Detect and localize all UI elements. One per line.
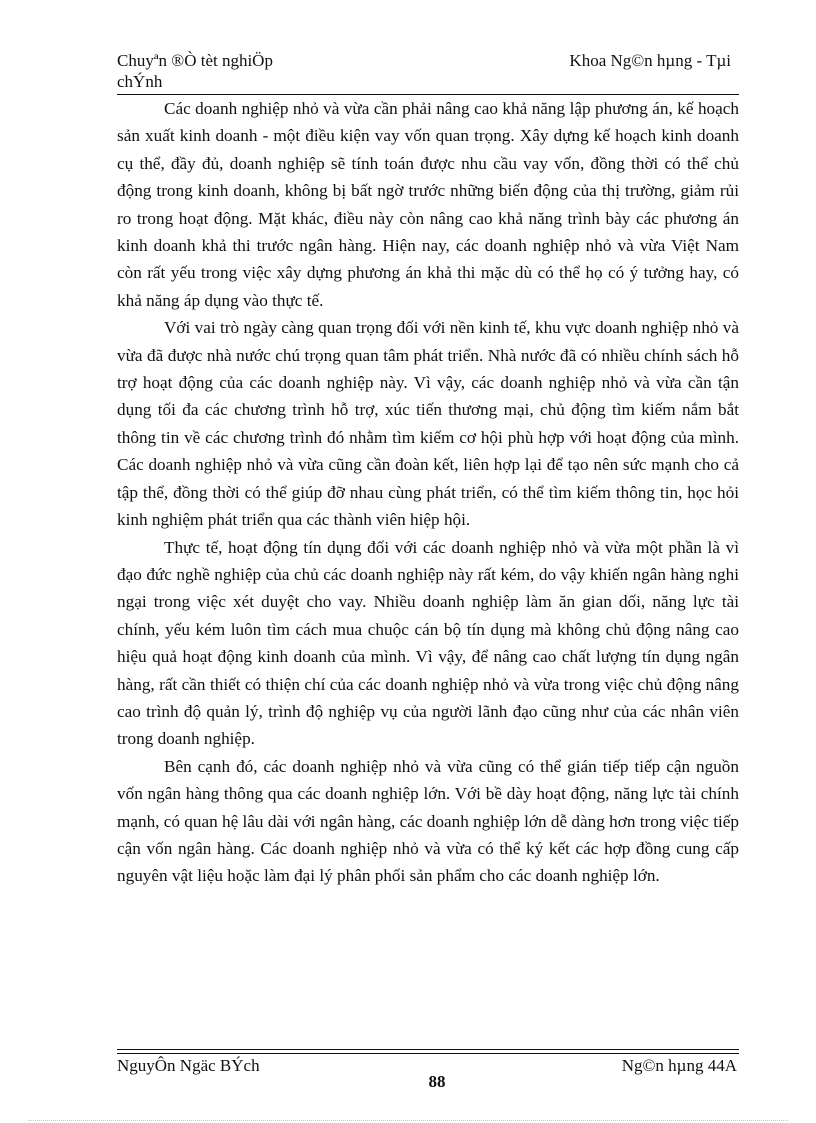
footer-divider-bottom — [117, 1053, 739, 1054]
paragraph-1: Các doanh nghiệp nhỏ và vừa cần phải nâng cao khả năng lập phương án, kế hoạch sản xuất kinh doanh - một điều kiện vay vốn quan trọng. Xây dựng kế hoạch kinh doanh cụ thể, đầy đủ, doanh nghiệp sẽ tính toán được nhu cầu vay vốn, đồng thời có thể chủ động trong kinh doanh, không bị bất ngờ trước những biến động của thị trường, giảm rủi ro trong hoạt động. Mặt khác, điều này còn nâng cao khả năng trình bày các phương án kinh doanh khả thi trước ngân hàng. Hiện nay, các doanh nghiệp nhỏ và vừa Việt Nam còn rất yếu trong việc xây dựng phương án khả thi mặc dù có thể họ có ý tưởng hay, có khả năng áp dụng vào thực tế. — [117, 99, 739, 310]
footer-class: Ng©n hµng 44A — [621, 1056, 737, 1075]
document-body — [117, 95, 739, 890]
paragraph-2: Với vai trò ngày càng quan trọng đối với nền kinh tế, khu vực doanh nghiệp nhỏ và vừa đã được nhà nước chú trọng quan tâm phát triển. Nhà nước đã có nhiều chính sách hỗ trợ hoạt động của các doanh nghiệp này. Vì vậy, các doanh nghiệp nhỏ và vừa cần tận dụng tối đa các chương trình hỗ trợ, xúc tiến thương mại, chủ động tìm kiếm nắm bắt thông tin về các chương trình đó nhằm tìm kiếm cơ hội phù hợp với hoạt động của mình. Các doanh nghiệp nhỏ và vừa cũng cần đoàn kết, liên hợp lại để tạo nên sức mạnh cho cả tập thể, đồng thời có thể giúp đỡ nhau cùng phát triển, có thể tìm kiếm thông tin, học hỏi kinh nghiệm phát triển qua các thành viên hiệp hội. — [117, 318, 739, 530]
page-edge-divider — [28, 1120, 788, 1121]
header-thesis-title — [117, 50, 337, 92]
paragraph-4: Bên cạnh đó, các doanh nghiệp nhỏ và vừa cũng có thể gián tiếp tiếp cận nguồn vốn ngân hàng thông qua các doanh nghiệp lớn. Với bề dày hoạt động, năng lực tài chính mạnh, có quan hệ lâu dài với ngân hàng, các doanh nghiệp lớn dễ dàng hơn trong việc tiếp cận vốn ngân hàng. Các doanh nghiệp nhỏ và vừa có thể ký kết các hợp đồng cung cấp nguyên vật liệu hoặc làm đại lý phân phối sản phẩm cho các doanh nghiệp lớn. — [117, 756, 739, 886]
header-left-line-1: Chuyªn ®Ò tèt nghiÖp — [117, 51, 273, 70]
paragraph-3: Thực tế, hoạt động tín dụng đối với các doanh nghiệp nhỏ và vừa một phần là vì đạo đức nghề nghiệp của chủ các doanh nghiệp này rất kém, do vậy khiến ngân hàng nghi ngại trong việc xét duyệt cho vay. Nhiều doanh nghiệp làm ăn gian dối, năng lực tài chính, yếu kém luôn tìm cách mua chuộc cán bộ tín dụng mà không chủ động nâng cao hiệu quả hoạt động kinh doanh của mình. Vì vậy, để nâng cao chất lượng tín dụng ngân hàng, rất cần thiết có thiện chí của các doanh nghiệp nhỏ và vừa trong việc chủ động nâng cao trình độ quản lý, trình độ nghiệp vụ của người lãnh đạo cũng như của các nhân viên trong doanh nghiệp. — [117, 537, 739, 749]
header-faculty: Khoa Ng©n hµng - Tµi — [569, 51, 731, 70]
header-left-line-2: chÝnh — [117, 72, 163, 91]
page-number: 88 — [428, 1072, 446, 1091]
footer-author: NguyÔn Ngäc BÝch — [117, 1056, 260, 1075]
footer-divider-top — [117, 1049, 739, 1050]
page-header — [117, 50, 737, 94]
